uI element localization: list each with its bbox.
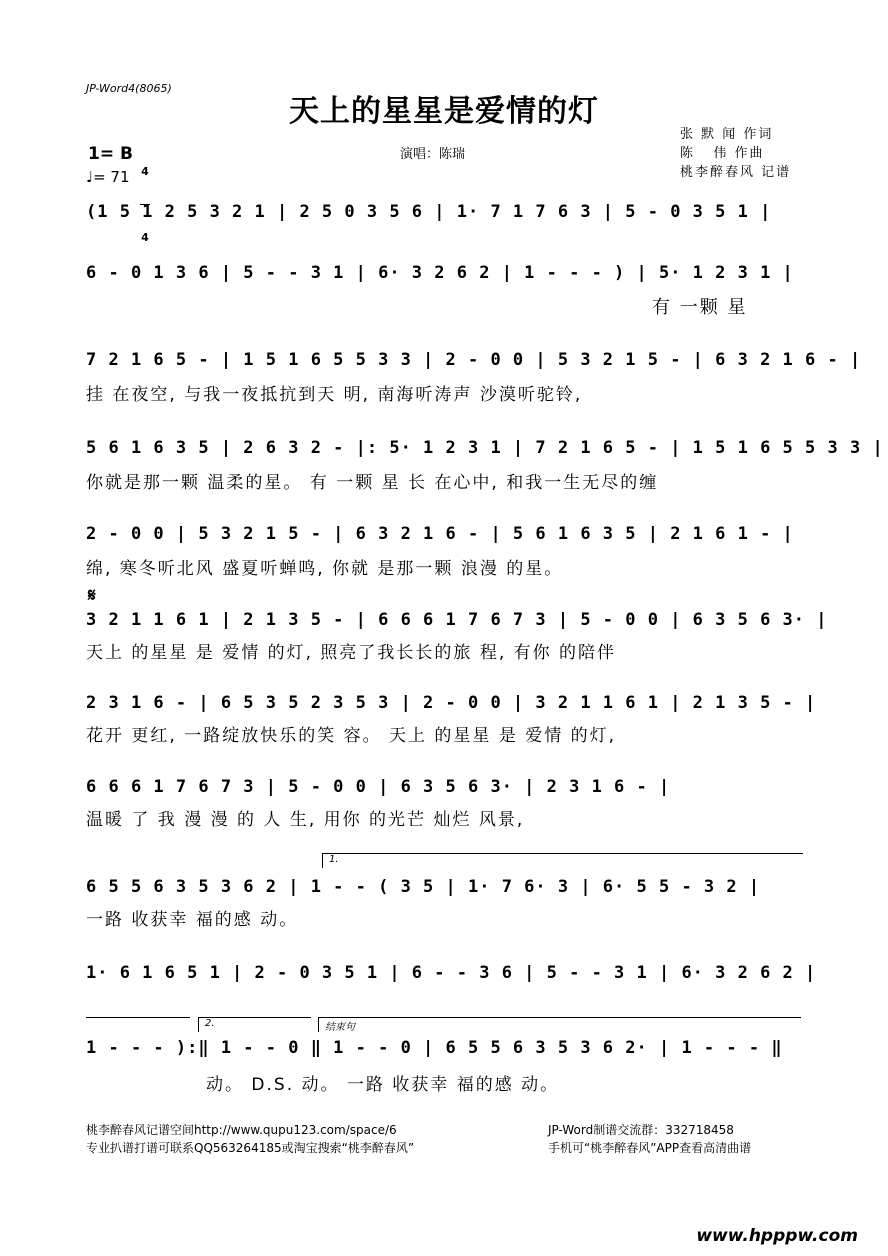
second-ending-label: 2. [205,1018,215,1029]
site-watermark: www.hpppw.com [696,1226,858,1246]
music-row-7: 2 3 1 6 - | 6 5 3 5 2 3 5 3 | 2 - 0 0 | 3 2 1 1 6 1 | 2 1 3 5 - | [86,693,817,713]
time-bottom: 4 [141,231,149,244]
music-row-5: 2 - 0 0 | 5 3 2 1 5 - | 6 3 2 1 6 - | 5 6 1 6 3 5 | 2 1 6 1 - | [86,524,794,544]
lyric-row-3: 挂 在夜空, 与我一夜抵抗到天 明, 南海听涛声 沙漠听驼铃, [86,385,583,405]
first-ending-label: 1. [329,854,339,865]
software-tag: JP-Word4(8065) [86,82,172,95]
ending-phrase-label: 结束句 [325,1022,355,1033]
composer-credit: 陈 伟 作曲 [680,146,765,161]
music-row-6: 3 2 1 1 6 1 | 2 1 3 5 - | 6 6 6 1 7 6 7 3 | 5 - 0 0 | 6 3 5 6 3· | [86,610,828,630]
key-signature: 1= B [88,144,133,164]
music-row-2: 6 - 0 1 3 6 | 5 - - 3 1 | 6· 3 2 6 2 | 1 - - - ) | 5· 1 2 3 1 | [86,263,794,283]
second-ending-bracket [198,1017,311,1032]
lyric-row-4: 你就是那一颗 温柔的星。 有 一颗 星 长 在心中, 和我一生无尽的缠 [86,473,659,493]
footer-left-1: 桃李醉春风记谱空间http://www.qupu123.com/space/6 [86,1123,397,1137]
transcriber-credit: 桃李醉春风 记谱 [680,165,792,180]
music-row-9: 6 5 5 6 3 5 3 6 2 | 1 - - ( 3 5 | 1· 7 6· 3 | 6· 5 5 - 3 2 | [86,877,761,897]
repeat-bracket-line [86,1017,190,1032]
lyricist-credit: 张 默 闻 作词 [680,127,774,142]
lyric-row-8: 温暖 了 我 漫 漫 的 人 生, 用你 的光芒 灿烂 风景, [86,810,525,830]
ending-phrase-bracket [318,1017,801,1032]
footer-right-2: 手机可“桃李醉春风”APP查看高清曲谱 [548,1141,752,1155]
tempo-mark: ♩= 71 [86,168,130,186]
lyric-row-7: 花开 更红, 一路绽放快乐的笑 容。 天上 的星星 是 爱情 的灯, [86,726,617,746]
footer-left-2: 专业扒谱打谱可联系QQ563264185或淘宝搜索“桃李醉春风” [86,1141,415,1155]
first-ending-bracket [322,853,803,868]
lyric-row-6: 天上 的星星 是 爱情 的灯, 照亮了我长长的旅 程, 有你 的陪伴 [86,643,617,663]
music-row-11: 1 - - - ):‖ 1 - - 0 ‖ 1 - - 0 | 6 5 5 6 3 5 3 6 2· | 1 - - - ‖ [86,1038,783,1058]
music-row-3: 7 2 1 6 5 - | 1 5 1 6 5 5 3 3 | 2 - 0 0 | 5 3 2 1 5 - | 6 3 2 1 6 - | [86,350,862,370]
time-signature [140,139,150,257]
singer-credit: 演唱：陈瑞 [400,147,466,162]
song-title: 天上的星星是爱情的灯 [289,94,599,129]
music-row-4: 5 6 1 6 3 5 | 2 6 3 2 - |: 5· 1 2 3 1 | 7 2 1 6 5 - | 1 5 1 6 5 5 3 3 | [86,438,884,458]
music-row-10: 1· 6 1 6 5 1 | 2 - 0 3 5 1 | 6 - - 3 6 | 5 - - 3 1 | 6· 3 2 6 2 | [86,963,817,983]
lyric-row-11: 动。 D.S. 动。 一路 收获幸 福的感 动。 [206,1075,560,1095]
music-row-1: (1 5 1 2 5 3 2 1 | 2 5 0 3 5 6 | 1· 7 1 7 6 3 | 5 - 0 3 5 1 | [86,202,772,222]
segno-sign: 𝄋 [88,585,96,606]
lyric-row-9: 一路 收获幸 福的感 动。 [86,910,299,930]
lyric-row-5: 绵, 寒冬听北风 盛夏听蝉鸣, 你就 是那一颗 浪漫 的星。 [86,559,564,579]
music-row-8: 6 6 6 1 7 6 7 3 | 5 - 0 0 | 6 3 5 6 3· | 2 3 1 6 - | [86,777,671,797]
lyric-row-2: 有 一颗 星 [652,297,748,318]
footer-right-1: JP-Word制谱交流群：332718458 [548,1123,734,1137]
time-top: 4 [141,165,149,178]
